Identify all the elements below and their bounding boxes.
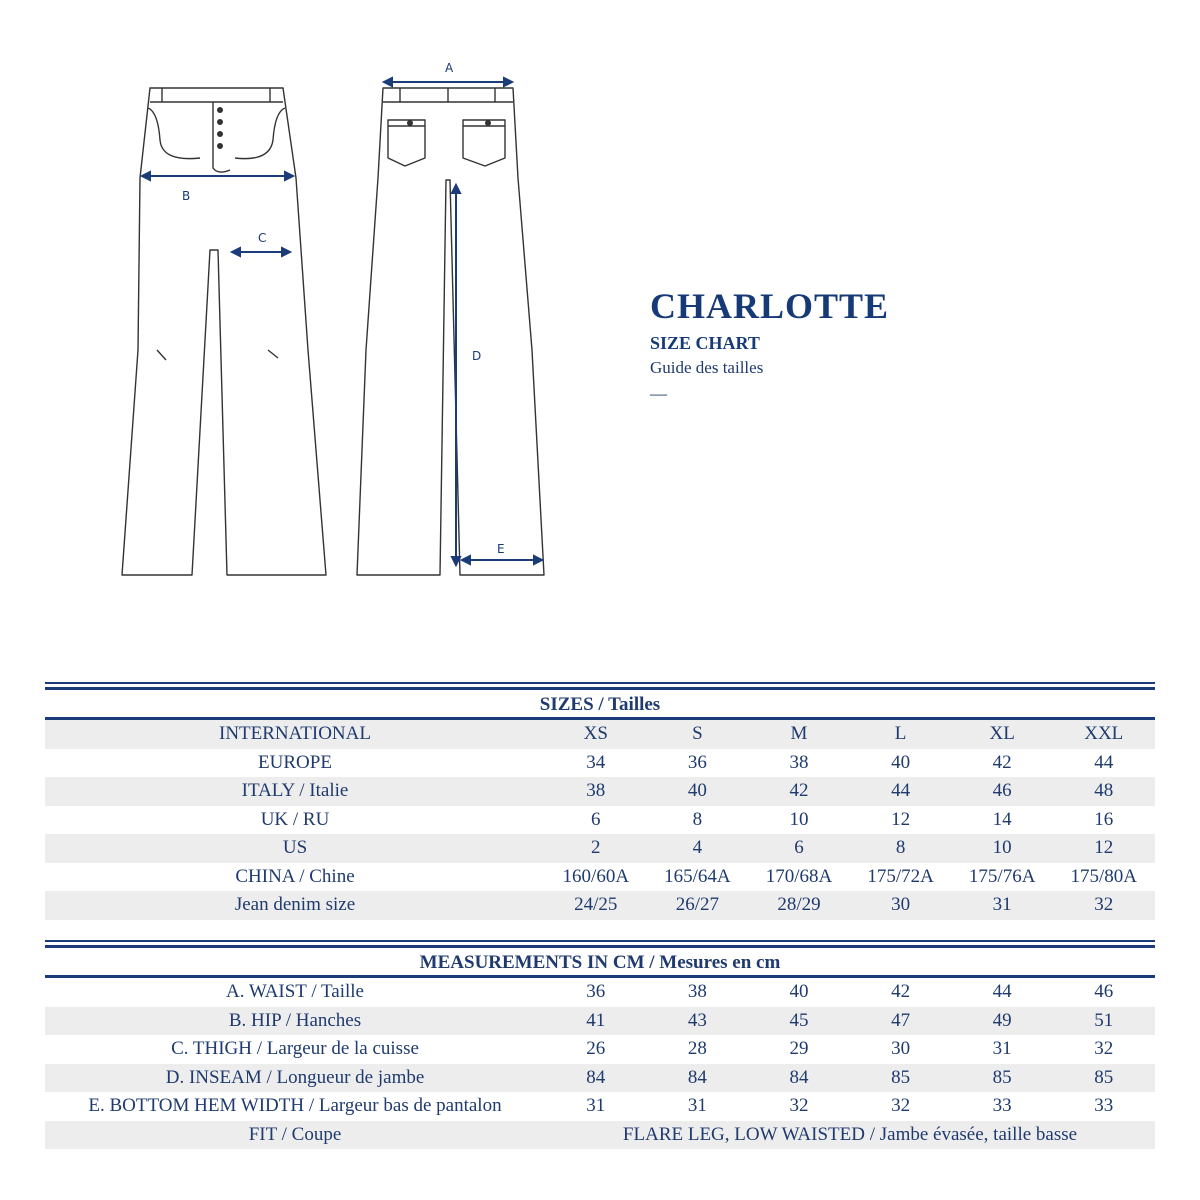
table-cell: 40 [789, 981, 809, 1003]
row-label: UK / RU [260, 808, 330, 830]
table-cell: 32 [1094, 1038, 1114, 1060]
sizes-table-body [45, 720, 1155, 920]
table-cell: 28/29 [777, 894, 821, 916]
table-cell: 6 [794, 837, 804, 859]
table-cell: 32 [1094, 894, 1114, 916]
table-cell: 43 [687, 1009, 707, 1031]
table-cell: 85 [992, 1066, 1012, 1088]
measure-arrow-e [462, 556, 542, 564]
table-cell: 42 [992, 751, 1012, 773]
table-cell: 45 [789, 1009, 809, 1031]
table-row [45, 834, 1155, 863]
page-title: CHARLOTTE [650, 286, 890, 326]
table-cell: 10 [789, 808, 809, 830]
table-cell: 2 [591, 837, 601, 859]
measurements-table-title: MEASUREMENTS IN CM / Mesures en cm [45, 945, 1155, 978]
table-cell: 16 [1094, 808, 1114, 830]
table-cell: 26/27 [675, 894, 720, 916]
table-cell: XL [989, 723, 1015, 745]
table-cell: 26 [586, 1038, 606, 1060]
label-b: B [182, 189, 191, 203]
fit-value: FLARE LEG, LOW WAISTED / Jambe évasée, taille basse [622, 1123, 1078, 1145]
table-cell: 8 [895, 837, 906, 859]
table-row [45, 1035, 1155, 1064]
table-cell: 14 [992, 808, 1012, 830]
table-cell: 46 [992, 780, 1012, 802]
row-label: EUROPE [258, 751, 332, 773]
table-cell: 46 [1094, 981, 1114, 1003]
table-cell: 84 [789, 1066, 809, 1088]
table-cell: 30 [891, 894, 911, 916]
table-cell: 12 [891, 808, 911, 830]
row-label: US [282, 837, 308, 859]
table-cell: 10 [992, 837, 1012, 859]
table-cell: 38 [687, 981, 707, 1003]
table-cell: 30 [891, 1038, 911, 1060]
subtitle: SIZE CHART [650, 333, 760, 353]
subtitle-french: Guide des tailles [650, 358, 764, 377]
table-cell: 84 [687, 1066, 707, 1088]
measure-arrow-b [142, 172, 293, 180]
sizes-table [45, 682, 1155, 920]
table-cell: 36 [687, 751, 707, 773]
table-cell: 41 [586, 1009, 606, 1031]
table-cell: 160/60A [562, 865, 630, 887]
back-view-drawing [357, 88, 544, 575]
measurements-table-body [45, 978, 1155, 1149]
title-block [650, 285, 889, 404]
front-view-drawing [122, 88, 326, 575]
table-cell: 34 [586, 751, 606, 773]
table-row [45, 978, 1155, 1007]
table-cell: 24/25 [574, 894, 618, 916]
table-cell: 32 [789, 1095, 809, 1117]
measurements-table [45, 940, 1155, 1149]
table-cell: 47 [891, 1009, 911, 1031]
table-cell: 31 [586, 1095, 606, 1117]
table-cell: 36 [586, 981, 606, 1003]
table-cell: 31 [687, 1095, 707, 1117]
table-cell: 42 [789, 780, 809, 802]
row-label: B. HIP / Hanches [228, 1009, 362, 1031]
pants-technical-drawing [100, 50, 580, 590]
row-label: ITALY / Italie [241, 780, 349, 802]
table-cell: 31 [992, 894, 1012, 916]
row-label: Jean denim size [234, 894, 356, 916]
table-cell: 29 [789, 1038, 809, 1060]
row-label: E. BOTTOM HEM WIDTH / Largeur bas de pantalon [88, 1095, 502, 1117]
table-cell: 6 [591, 808, 601, 830]
label-a: A [445, 61, 454, 75]
table-row [45, 891, 1155, 920]
table-cell: 49 [992, 1009, 1012, 1031]
measure-arrow-a [384, 78, 512, 86]
label-e: E [497, 542, 505, 556]
table-row [45, 1064, 1155, 1093]
table-cell: 44 [891, 780, 911, 802]
table-cell: XS [583, 723, 608, 745]
row-label: INTERNATIONAL [219, 723, 371, 745]
table-cell: 170/68A [765, 865, 833, 887]
label-c: C [258, 231, 267, 245]
fit-label: FIT / Coupe [248, 1123, 342, 1145]
row-label: D. INSEAM / Longueur de jambe [165, 1066, 425, 1088]
table-cell: 42 [891, 981, 911, 1003]
title-dash: — [650, 384, 667, 403]
table-cell: 28 [687, 1038, 707, 1060]
table-cell: 31 [992, 1038, 1012, 1060]
table-cell: 8 [692, 808, 703, 830]
table-cell: 48 [1094, 780, 1114, 802]
table-cell: 85 [891, 1066, 911, 1088]
table-row [45, 863, 1155, 892]
table-row [45, 749, 1155, 778]
table-cell: 44 [992, 981, 1012, 1003]
table-row [45, 1007, 1155, 1036]
table-cell: 175/72A [867, 865, 934, 887]
table-row [45, 806, 1155, 835]
measure-arrow-c [232, 248, 290, 256]
table-cell: 4 [692, 837, 703, 859]
table-cell: 175/76A [968, 865, 1036, 887]
table-row [45, 720, 1155, 749]
table-cell: 33 [992, 1095, 1012, 1117]
table-cell: 33 [1094, 1095, 1114, 1117]
table-cell: 40 [687, 780, 707, 802]
table-cell: 12 [1094, 837, 1114, 859]
table-row [45, 777, 1155, 806]
table-row [45, 1092, 1155, 1121]
table-cell: 175/80A [1070, 865, 1138, 887]
table-cell: 44 [1094, 751, 1114, 773]
sizes-table-title: SIZES / Tailles [45, 687, 1155, 720]
table-cell: 85 [1094, 1066, 1114, 1088]
table-cell: L [894, 723, 907, 745]
row-label: CHINA / Chine [235, 865, 355, 887]
table-cell: M [790, 723, 808, 745]
table-cell: 38 [789, 751, 809, 773]
table-cell: XXL [1084, 723, 1124, 745]
row-label: A. WAIST / Taille [225, 981, 364, 1003]
fit-row [45, 1121, 1155, 1150]
table-cell: 165/64A [664, 865, 731, 887]
row-label: C. THIGH / Largeur de la cuisse [171, 1038, 419, 1060]
table-cell: 40 [891, 751, 911, 773]
table-cell: S [692, 723, 703, 745]
table-cell: 38 [586, 780, 606, 802]
table-cell: 84 [586, 1066, 606, 1088]
table-cell: 51 [1094, 1009, 1114, 1031]
label-d: D [472, 349, 482, 363]
table-cell: 32 [891, 1095, 911, 1117]
